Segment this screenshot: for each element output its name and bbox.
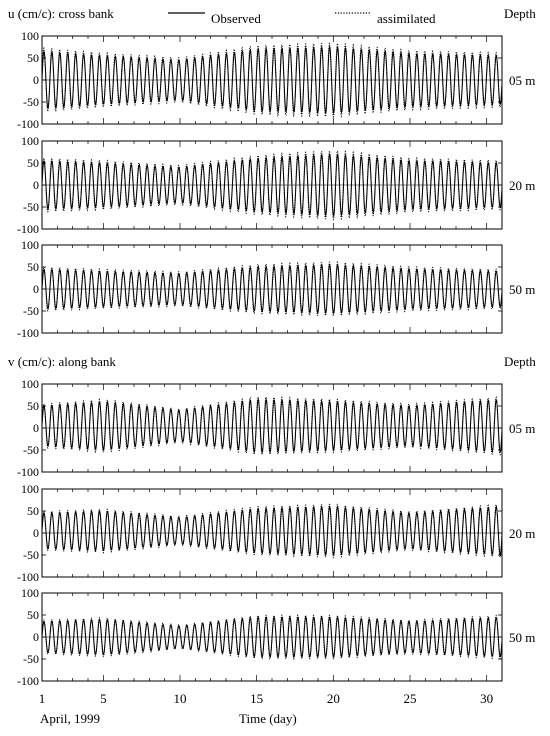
legend-assimilated-label: assimilated	[377, 11, 436, 26]
y-tick-label: 0	[33, 73, 39, 87]
y-tick-label: -50	[23, 95, 39, 109]
x-sublabel: April, 1999	[40, 711, 100, 726]
x-tick-label: 5	[100, 691, 107, 706]
group-title-u: u (cm/c): cross bank	[8, 6, 114, 21]
y-tick-label: -100	[17, 570, 39, 584]
y-tick-label: 100	[21, 482, 39, 496]
depth-label: 50 m	[509, 630, 536, 645]
series-line-observed	[42, 507, 502, 555]
depth-header-v: Depth	[504, 354, 536, 369]
y-tick-label: 0	[33, 178, 39, 192]
panel-1-0	[17, 377, 535, 479]
depth-label: 05 m	[509, 73, 536, 88]
x-tick-labels	[39, 691, 493, 706]
x-tick-label: 20	[326, 691, 340, 706]
y-tick-label: 100	[21, 134, 39, 148]
series-line-observed	[42, 399, 502, 452]
y-tick-label: -50	[23, 304, 39, 318]
x-tick-label: 25	[403, 691, 417, 706]
y-tick-label: 50	[27, 608, 39, 622]
y-tick-label: -100	[17, 117, 39, 131]
y-tick-label: -100	[17, 465, 39, 479]
x-axis-title: Time (day)	[239, 711, 297, 726]
x-tick-label: 30	[480, 691, 494, 706]
depth-label: 20 m	[509, 178, 536, 193]
y-tick-label: -50	[23, 548, 39, 562]
depth-header-u: Depth	[504, 6, 536, 21]
y-tick-label: 50	[27, 260, 39, 274]
y-tick-label: -50	[23, 652, 39, 666]
group-title-v: v (cm/c): along bank	[8, 354, 116, 369]
y-tick-label: 0	[33, 526, 39, 540]
y-tick-label: 100	[21, 586, 39, 600]
depth-label: 50 m	[509, 282, 536, 297]
x-tick-label: 10	[173, 691, 187, 706]
y-tick-label: -100	[17, 674, 39, 688]
x-tick-label: 1	[38, 691, 46, 706]
y-tick-label: 100	[21, 238, 39, 252]
depth-label: 20 m	[509, 526, 536, 541]
panel-1-2	[17, 586, 535, 688]
panel-0-0	[17, 29, 535, 131]
y-tick-label: 0	[33, 421, 39, 435]
panel-0-1	[17, 134, 535, 236]
y-tick-label: 50	[27, 504, 39, 518]
y-tick-label: -50	[23, 443, 39, 457]
y-tick-label: -100	[17, 222, 39, 236]
y-tick-label: 50	[27, 156, 39, 170]
y-tick-label: 50	[27, 51, 39, 65]
y-tick-label: 50	[27, 399, 39, 413]
y-tick-label: 0	[33, 630, 39, 644]
legend-observed-label: Observed	[211, 11, 261, 26]
x-tick-label: 15	[250, 691, 264, 706]
y-tick-label: -50	[23, 200, 39, 214]
panel-0-2	[17, 238, 535, 340]
y-tick-label: 100	[21, 377, 39, 391]
y-tick-label: 100	[21, 29, 39, 43]
panel-1-1	[17, 482, 535, 584]
y-tick-label: -100	[17, 326, 39, 340]
y-tick-label: 0	[33, 282, 39, 296]
depth-label: 05 m	[509, 421, 536, 436]
